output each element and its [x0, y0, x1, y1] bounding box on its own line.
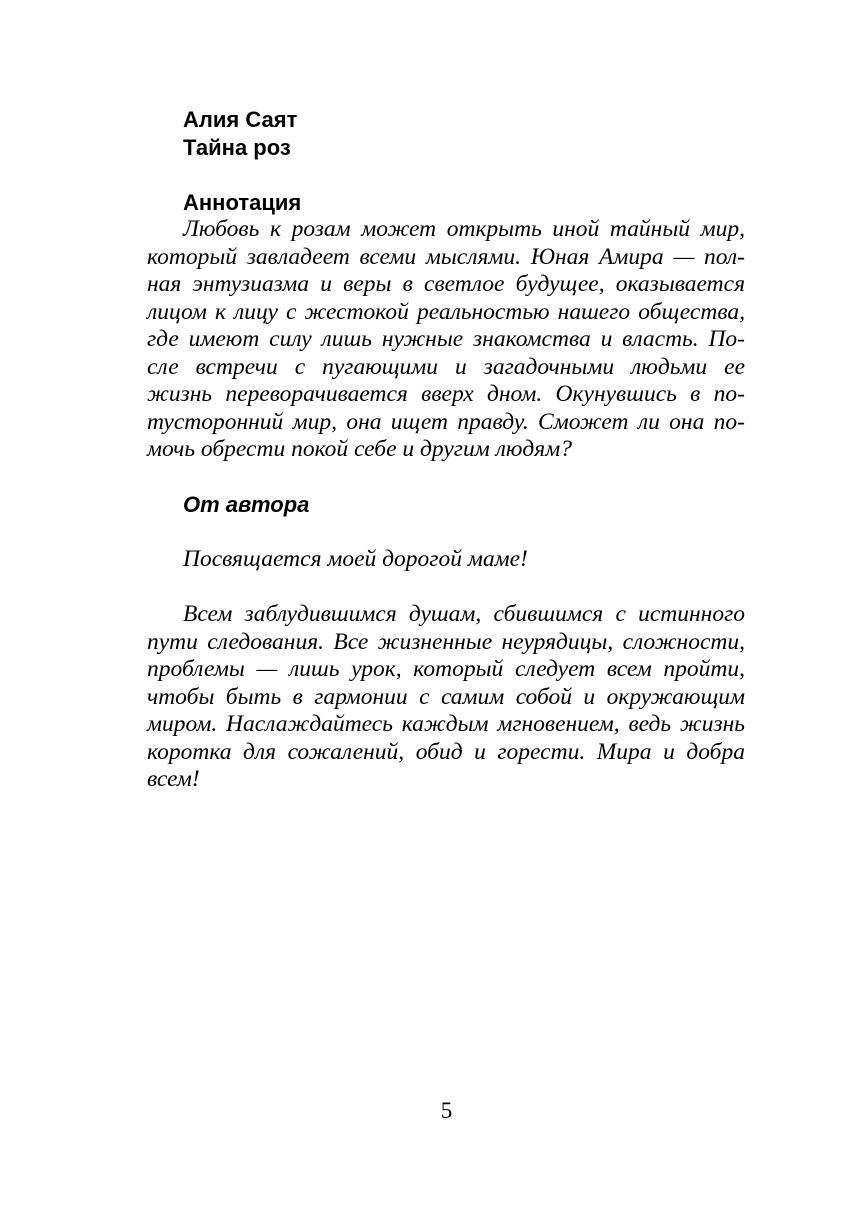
message-line: всем! [147, 766, 200, 792]
annotation-line: Любовь к розам может открыть иной тайный мир, [183, 216, 745, 242]
page-number: 5 [440, 1098, 453, 1123]
message-line: проблемы — лишь урок, который следует всем пройти, [147, 656, 745, 682]
annotation-line: тусторонний мир, она ищет правду. Сможет ли она по- [147, 408, 745, 435]
from-author-heading: От автора [183, 492, 310, 517]
annotation-body [147, 216, 745, 464]
dedication: Посвящается моей дорогой маме! [183, 546, 528, 572]
annotation-line: где имеют силу лишь нужные знакомства и власть. По- [147, 326, 745, 352]
message-line: коротка для сожалений, обид и горести. Мира и добра [147, 738, 745, 765]
message-line: Всем заблудившимся душам, сбившимся с истинного [183, 601, 745, 627]
message-line: чтобы быть в гармонии с самим собой и окружающим [147, 683, 745, 710]
author-message [147, 601, 745, 794]
message-line: пути следования. Все жизненные неурядицы, сложности, [147, 628, 745, 655]
annotation-line: лицом к лицу с жестокой реальностью нашего общества, [147, 298, 745, 325]
annotation-line: жизнь переворачивается вверх дном. Окунувшись в по- [147, 381, 745, 407]
author-name: Алия Саят [183, 107, 298, 132]
annotation-line: сле встречи с пугающими и загадочными людьми ее [147, 353, 745, 380]
book-title: Тайна роз [183, 135, 291, 160]
annotation-line: мочь обрести покой себе и другим людям? [147, 436, 572, 462]
message-line: миром. Наслаждайтесь каждым мгновением, ведь жизнь [147, 711, 745, 737]
annotation-line: ная энтузиазма и веры в светлое будущее, оказывается [147, 271, 745, 297]
annotation-line: который завладеет всеми мыслями. Юная Амира — пол- [147, 243, 745, 270]
book-header [147, 106, 781, 162]
annotation-heading: Аннотация [183, 190, 302, 215]
